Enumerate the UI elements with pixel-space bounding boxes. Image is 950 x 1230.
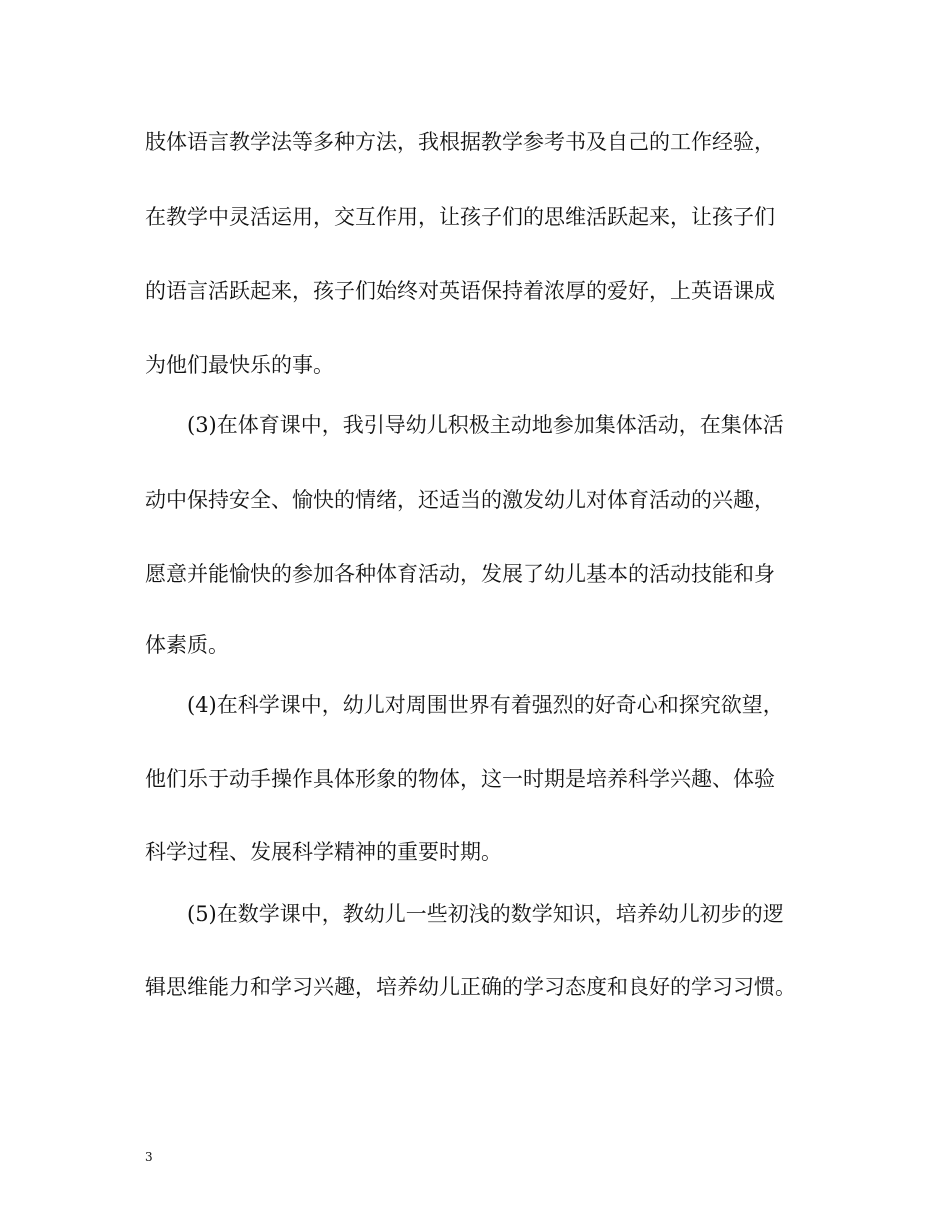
text-line: 动中保持安全、愉快的情绪，还适当的激发幼儿对体育活动的兴趣， [145, 488, 775, 512]
paragraph-5-first-line: (5)在数学课中，教幼儿一些初浅的数学知识，培养幼儿初步的逻 [187, 902, 784, 926]
text-line: 他们乐于动手操作具体形象的物体，这一时期是培养科学兴趣、体验 [145, 767, 775, 791]
text-line: 肢体语言教学法等多种方法，我根据教学参考书及自己的工作经验， [145, 130, 775, 154]
text-line: 的语言活跃起来，孩子们始终对英语保持着浓厚的爱好，上英语课成 [145, 279, 775, 303]
page-number: 3 [145, 1150, 153, 1164]
text-line: 科学过程、发展科学精神的重要时期。 [145, 840, 502, 864]
text-line: 体素质。 [145, 633, 229, 657]
text-line: 愿意并能愉快的参加各种体育活动，发展了幼儿基本的活动技能和身 [145, 562, 775, 586]
text-line: 为他们最快乐的事。 [145, 353, 334, 377]
paragraph-4-first-line: (4)在科学课中，幼儿对周围世界有着强烈的好奇心和探究欲望， [187, 693, 784, 717]
text-line: 辑思维能力和学习兴趣，培养幼儿正确的学习态度和良好的学习习惯。 [145, 975, 796, 999]
text-line: 在教学中灵活运用，交互作用，让孩子们的思维活跃起来，让孩子们 [145, 205, 775, 229]
paragraph-3-first-line: (3)在体育课中，我引导幼儿积极主动地参加集体活动，在集体活 [187, 413, 784, 437]
